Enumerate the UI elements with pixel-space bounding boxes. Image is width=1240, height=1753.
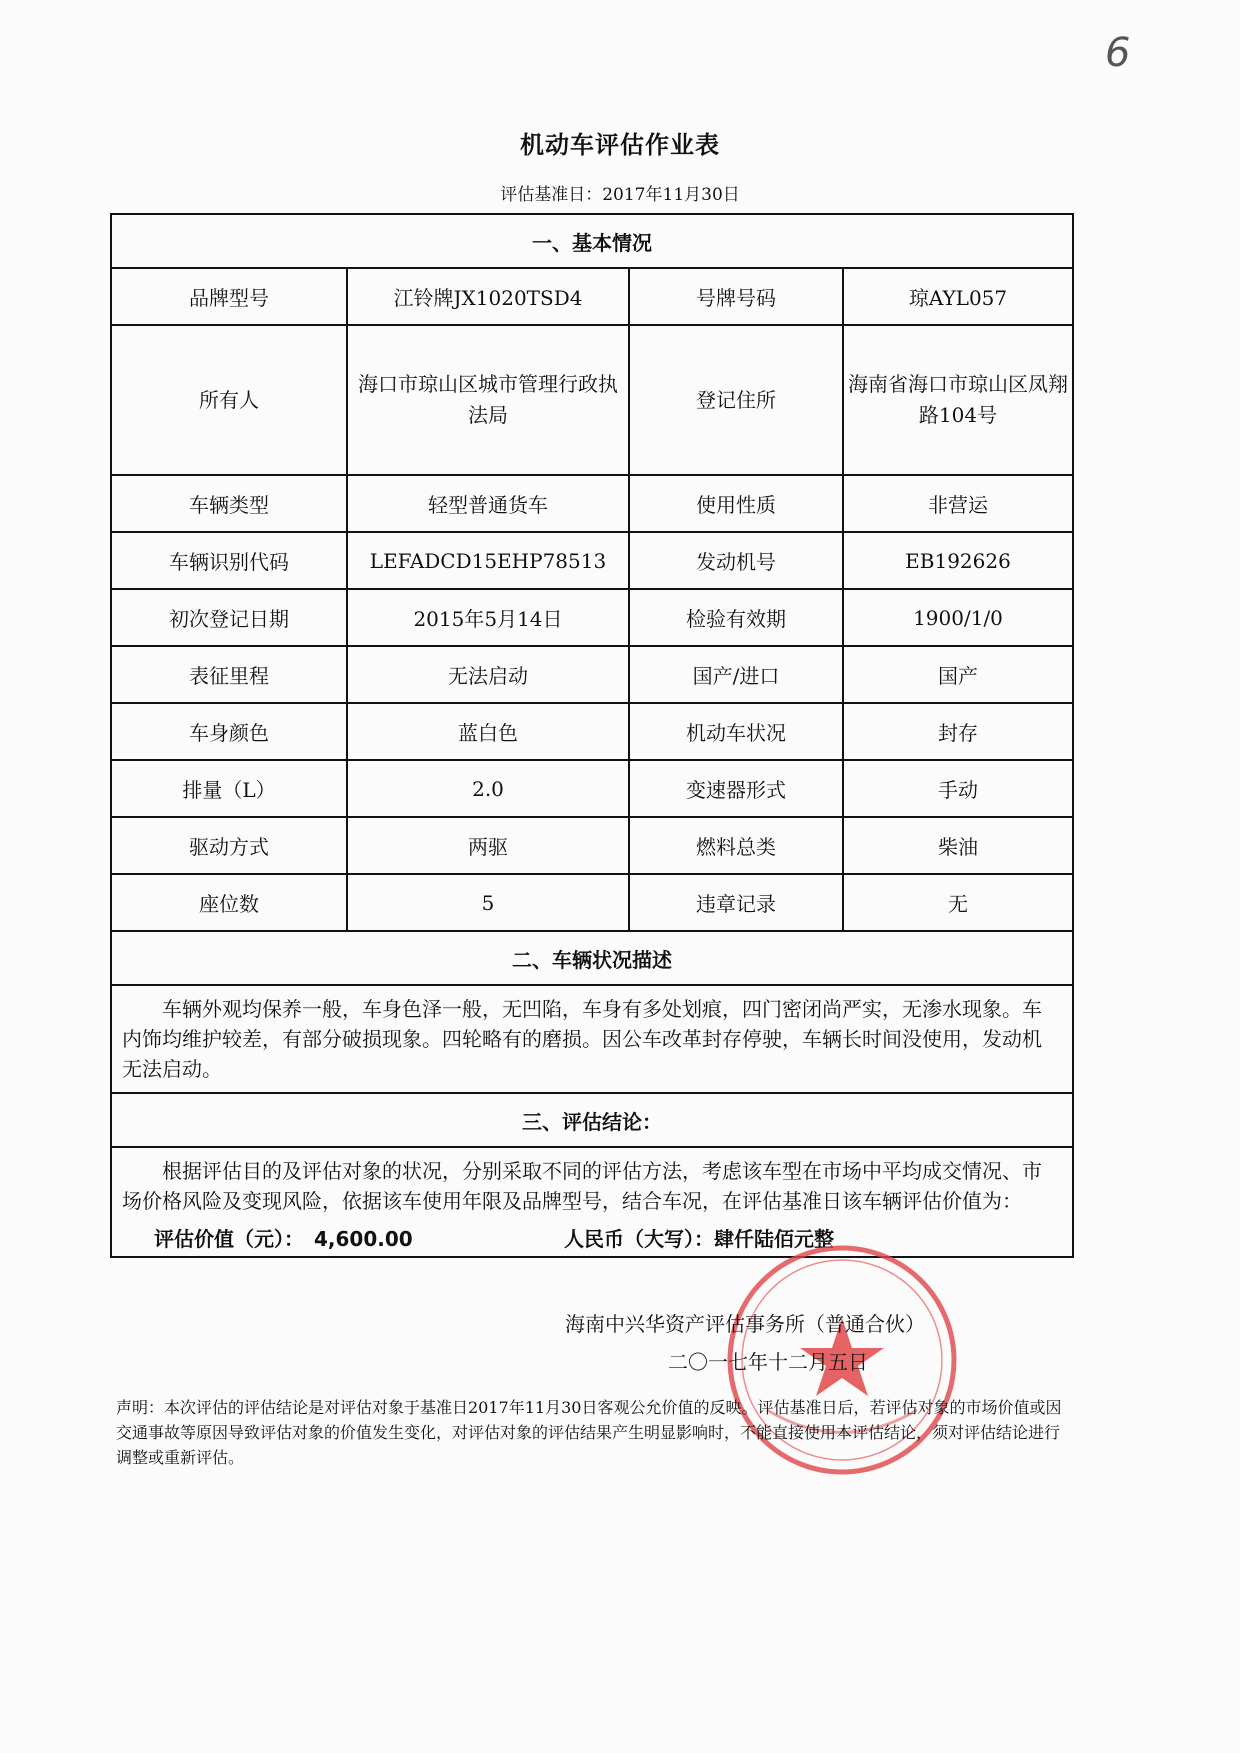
section1-heading: 一、基本情况: [111, 214, 1073, 268]
field-value: 无: [843, 874, 1073, 931]
field-label: 使用性质: [629, 475, 843, 532]
conclusion-text: 根据评估目的及评估对象的状况，分别采取不同的评估方法，考虑该车型在市场中平均成交情况、市场价格风险及变现风险，依据该车使用年限及品牌型号，结合车况，在评估基准日该车辆评估价值为：: [122, 1159, 1042, 1213]
field-value: 手动: [843, 760, 1073, 817]
field-label: 车身颜色: [111, 703, 347, 760]
section1-header-row: [111, 214, 1073, 268]
field-label: 国产/进口: [629, 646, 843, 703]
vehicle-condition-text: 车辆外观均保养一般，车身色泽一般，无凹陷，车身有多处划痕，四门密闭尚严实，无渗水现象。车内饰均维护较差，有部分破损现象。四轮略有的磨损。因公车改革封存停驶，车辆长时间没使用，发动机无法启动。: [111, 985, 1073, 1093]
table-row: [111, 703, 1073, 760]
field-value: 1900/1/0: [843, 589, 1073, 646]
field-value: 无法启动: [347, 646, 629, 703]
field-label: 发动机号: [629, 532, 843, 589]
firm-name: 海南中兴华资产评估事务所（普通合伙）: [565, 1312, 925, 1336]
field-value: 2015年5月14日: [347, 589, 629, 646]
valuation-amount-group: [122, 1223, 564, 1252]
table-row: [111, 874, 1073, 931]
field-value: 5: [347, 874, 629, 931]
table-row: [111, 268, 1073, 325]
document-title: 机动车评估作业表: [520, 131, 720, 159]
disclaimer-notice: 声明：本次评估的评估结论是对评估对象于基准日2017年11月30日客观公允价值的反映。评估基准日后，若评估对象的市场价值或因交通事故等原因导致评估对象的价值发生变化，对评估对象的评估结果产生明显影响时，不能直接使用本评估结论，须对评估结论进行调整或重新评估。: [116, 1398, 1062, 1467]
field-value: 两驱: [347, 817, 629, 874]
field-label: 燃料总类: [629, 817, 843, 874]
field-label: 违章记录: [629, 874, 843, 931]
field-value: 海口市琼山区城市管理行政执法局: [347, 325, 629, 475]
base-date-line: 评估基准日：2017年11月30日: [500, 185, 740, 205]
table-row: [111, 325, 1073, 475]
rmb-amount: 肆仟陆佰元整: [714, 1226, 834, 1251]
field-value: 柴油: [843, 817, 1073, 874]
field-label: 驱动方式: [111, 817, 347, 874]
field-label: 车辆识别代码: [111, 532, 347, 589]
field-value: 蓝白色: [347, 703, 629, 760]
field-value: EB192626: [843, 532, 1073, 589]
evaluation-form-table: [110, 213, 1074, 1258]
table-row: [111, 760, 1073, 817]
section3-heading: 三、评估结论：: [111, 1093, 1073, 1147]
field-label: 登记住所: [629, 325, 843, 475]
signature-date: 二〇一七年十二月五日: [668, 1350, 868, 1374]
field-label: 号牌号码: [629, 268, 843, 325]
field-value: LEFADCD15EHP78513: [347, 532, 629, 589]
table-row: [111, 475, 1073, 532]
field-value: 国产: [843, 646, 1073, 703]
section2-header-row: [111, 931, 1073, 985]
field-value: 封存: [843, 703, 1073, 760]
table-row: [111, 646, 1073, 703]
field-value: 琼AYL057: [843, 268, 1073, 325]
field-label: 品牌型号: [111, 268, 347, 325]
field-label: 变速器形式: [629, 760, 843, 817]
table-row: [111, 532, 1073, 589]
section2-body-row: [111, 985, 1073, 1093]
valuation-amount: 4,600.00: [314, 1226, 413, 1251]
rmb-label: 人民币（大写）：: [564, 1226, 714, 1251]
field-label: 车辆类型: [111, 475, 347, 532]
field-label: 座位数: [111, 874, 347, 931]
field-label: 表征里程: [111, 646, 347, 703]
section3-header-row: [111, 1093, 1073, 1147]
page-number: 6: [1105, 30, 1131, 76]
field-label: 排量（L）: [111, 760, 347, 817]
section2-heading: 二、车辆状况描述: [111, 931, 1073, 985]
field-value: 2.0: [347, 760, 629, 817]
valuation-label: 评估价值（元）：: [154, 1226, 304, 1251]
field-label: 检验有效期: [629, 589, 843, 646]
field-label: 机动车状况: [629, 703, 843, 760]
field-value: 轻型普通货车: [347, 475, 629, 532]
field-value: 海南省海口市琼山区凤翔路104号: [843, 325, 1073, 475]
field-label: 所有人: [111, 325, 347, 475]
field-label: 初次登记日期: [111, 589, 347, 646]
table-row: [111, 589, 1073, 646]
field-value: 非营运: [843, 475, 1073, 532]
table-row: [111, 817, 1073, 874]
field-value: 江铃牌JX1020TSD4: [347, 268, 629, 325]
